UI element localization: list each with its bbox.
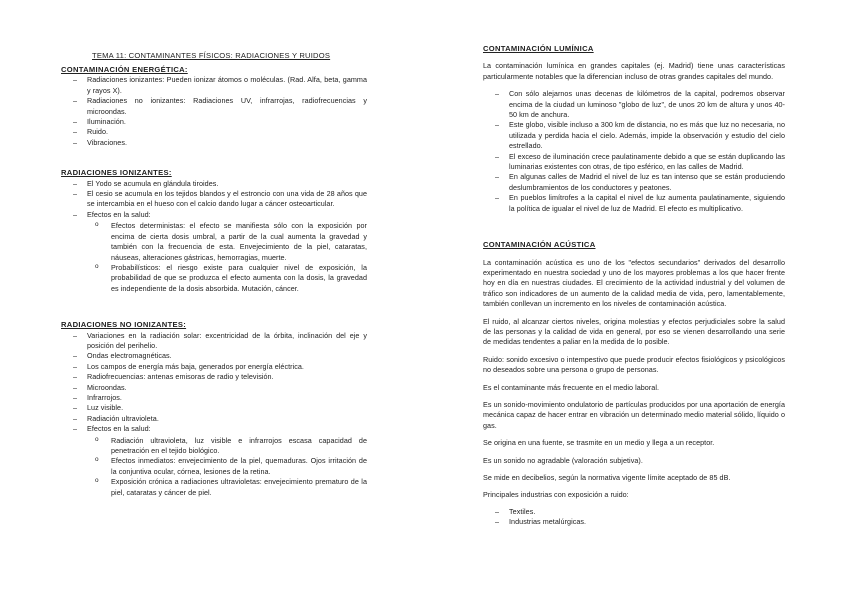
list-item: – Los campos de energía más baja, generados por energía eléctrica. bbox=[61, 362, 367, 372]
right-column bbox=[483, 44, 785, 528]
paragraph: El ruido, al alcanzar ciertos niveles, origina molestias y efectos perjudiciales sobre la salud de las personas y la calidad de vida en general, por eso se vienen desarrollando una serie de medidas tendentes a paliar en la medida de lo posible. bbox=[483, 316, 785, 347]
no-ionizantes-sublist bbox=[87, 436, 367, 498]
list-item: – Variaciones en la radiación solar: excentricidad de la órbita, inclinación del eje y posición del perihelio. bbox=[61, 331, 367, 352]
ionizantes-list bbox=[61, 179, 367, 294]
list-item: – Radiaciones ionizantes: Pueden ionizar átomos o moléculas. (Rad. Alfa, beta, gamma y rayos X). bbox=[61, 75, 367, 96]
list-item: – En algunas calles de Madrid el nivel de luz es tan intenso que se están produciendo deslumbramientos de los conductores y peatones. bbox=[483, 172, 785, 193]
list-item: – Ruido. bbox=[61, 127, 367, 137]
section-heading-no-ionizantes: RADIACIONES NO IONIZANTES: bbox=[61, 320, 187, 330]
document-title: TEMA 11: CONTAMINANTES FÍSICOS: RADIACIONES Y RUIDOS bbox=[92, 51, 331, 60]
list-item: – Luz visible. bbox=[61, 403, 367, 413]
list-item: – Industrias metalúrgicas. bbox=[483, 517, 785, 527]
section-heading-energetica: CONTAMINACIÓN ENERGÉTICA: bbox=[61, 65, 188, 74]
left-column bbox=[61, 44, 367, 498]
paragraph: Se mide en decibelios, según la normativa vigente límite aceptado de 85 dB. bbox=[483, 473, 731, 482]
paragraph: La contaminación acústica es uno de los "efectos secundarios" derivados del desarrollo experimentado en nuestra sociedad y uno de los mayores problemas a los que hacer frente hoy en día en nuestras ciudades. El crecimiento de la actividad industrial y del volumen de tráfico son indicadores de un aumento de la calidad media de vida, pero, lamentablemente, también conllevan un incremento en los niveles de contaminación acústica. bbox=[483, 257, 785, 309]
sub-list-item: o Probabilísticos: el riesgo existe para cualquier nivel de exposición, la probabilidad de que se produzca el efecto aumenta con la dosis, la gravedad es independiente de la dosis absorbida. Mutación, cáncer. bbox=[87, 263, 367, 294]
list-item: – En pueblos limítrofes a la capital el nivel de luz aumenta paulatinamente, siguiendo la política de igualar el nivel de luz de Madrid. El efecto es multiplicativo. bbox=[483, 193, 785, 214]
list-item: – El cesio se acumula en los tejidos blandos y el estroncio con una vida de 28 años que se intercambia en el hueso con el calcio dando lugar a cáncer osteoarticular. bbox=[61, 189, 367, 210]
list-item: – Microondas. bbox=[61, 383, 367, 393]
list-item: – Radiación ultravioleta. bbox=[61, 414, 367, 424]
list-item: – Vibraciones. bbox=[61, 138, 367, 148]
list-item-label: Efectos en la salud: bbox=[87, 424, 151, 434]
no-ionizantes-list bbox=[61, 331, 367, 499]
paragraph: Se origina en una fuente, se trasmite en un medio y llega a un receptor. bbox=[483, 438, 715, 448]
list-item: – El exceso de iluminación crece paulatinamente debido a que se están duplicando las luminarias existentes con otras, de tipo esférico, en las calles de Madrid. bbox=[483, 152, 785, 173]
luminica-list bbox=[483, 89, 785, 214]
paragraph: Ruido: sonido excesivo o intempestivo que puede producir efectos fisiológicos y psicológicos no deseados sobre una persona o grupo de personas. bbox=[483, 354, 785, 375]
list-item: – Ondas electromagnéticas. bbox=[61, 351, 367, 361]
list-item: – Radiofrecuencias: antenas emisoras de radio y televisión. bbox=[61, 372, 367, 382]
paragraph: Es un sonido no agradable (valoración subjetiva). bbox=[483, 455, 643, 465]
paragraph: La contaminación lumínica en grandes capitales (ej. Madrid) tiene unas características particularmente notables que la diferencian incluso de otras grandes capitales del mundo. bbox=[483, 61, 785, 81]
list-item: – Radiaciones no ionizantes: Radiaciones UV, infrarrojas, radiofrecuencias y microondas. bbox=[61, 96, 367, 117]
list-item: – Con sólo alejarnos unas decenas de kilómetros de la capital, podremos observar encima de la ciudad un luminoso "globo de luz", de unos 20 km de altura y unos 40-50 km de anchura. bbox=[483, 89, 785, 120]
section-heading-acustica: CONTAMINACIÓN ACÚSTICA bbox=[483, 240, 596, 250]
list-item-label: Efectos en la salud: bbox=[87, 209, 151, 219]
list-item: – Este globo, visible incluso a 300 km de distancia, no es más que luz no necesaria, no utilizada y perdida hacia el cielo. Además, impide la observación y estudio del cielo estrellado. bbox=[483, 120, 785, 151]
sub-list-item: o Radiación ultravioleta, luz visible e infrarrojos escasa capacidad de penetración en el tejido biológico. bbox=[87, 436, 367, 457]
list-item: – Iluminación. bbox=[61, 117, 367, 127]
industrias-list bbox=[483, 507, 785, 528]
sub-list-item: o Efectos deterministas: el efecto se manifiesta sólo con la exposición por encima de cierta dosis umbral, a partir de la cual aumenta la gravedad y también con la frecuencia de esta. Envejecimiento de la piel, cataratas, náuseas, alteraciones gástricas, hemorragias, muerte. bbox=[87, 221, 367, 263]
sub-list-item: o Exposición crónica a radiaciones ultravioletas: envejecimiento prematuro de la piel, cataratas y cáncer de piel. bbox=[87, 477, 367, 498]
ionizantes-sublist bbox=[87, 221, 367, 294]
section-heading-luminica: CONTAMINACIÓN LUMÍNICA bbox=[483, 44, 594, 53]
list-item bbox=[61, 210, 367, 294]
sub-list-item: o Efectos inmediatos: envejecimiento de la piel, quemaduras. Ojos irritación de la conjuntiva ocular, córnea, lesiones de la retina. bbox=[87, 456, 367, 477]
list-item: – Infrarrojos. bbox=[61, 393, 367, 403]
section-heading-ionizantes: RADIACIONES IONIZANTES: bbox=[61, 168, 172, 178]
energetica-list bbox=[61, 75, 367, 148]
paragraph: Es un sonido-movimiento ondulatorio de partículas producidos por una aportación de energía mecánica capaz de hacer entrar en vibración un determinado medio material sólido, líquido o gas. bbox=[483, 399, 785, 430]
list-item: – El Yodo se acumula en glándula tiroides. bbox=[61, 179, 367, 189]
list-item bbox=[61, 424, 367, 498]
paragraph: Principales industrias con exposición a ruido: bbox=[483, 490, 629, 500]
paragraph: Es el contaminante más frecuente en el medio laboral. bbox=[483, 382, 660, 392]
list-item: – Textiles. bbox=[483, 507, 785, 517]
